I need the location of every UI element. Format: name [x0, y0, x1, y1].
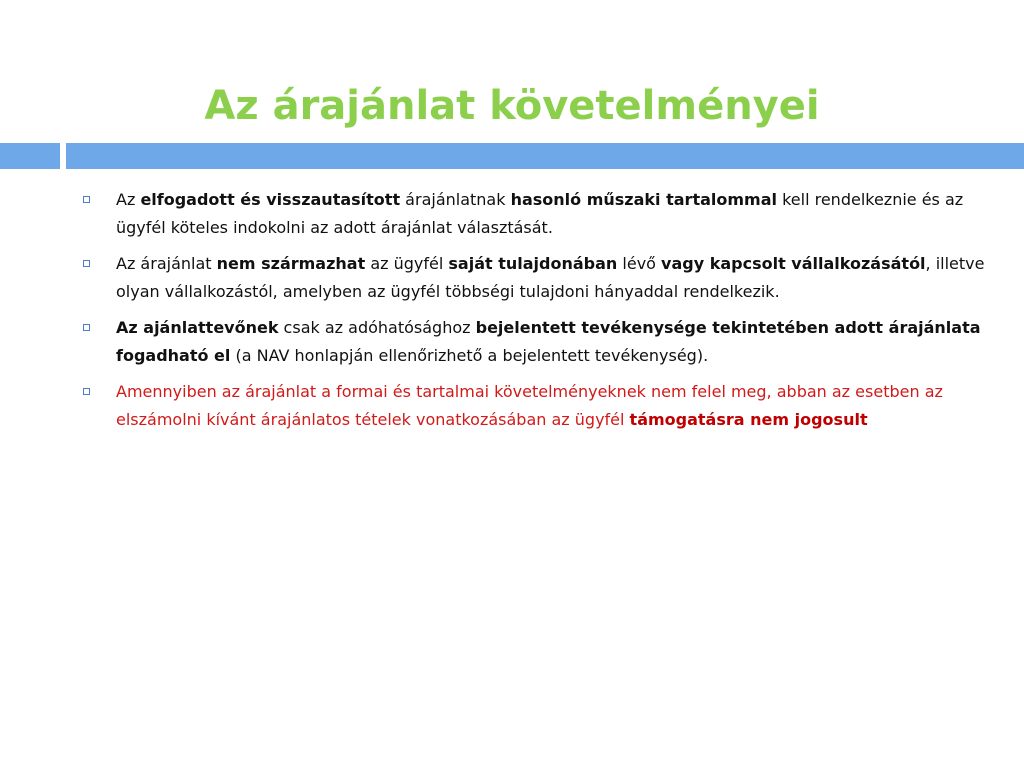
bullet-2-run-5: lévő [617, 254, 662, 273]
square-bullet-icon [83, 324, 90, 331]
square-bullet-icon [83, 388, 90, 395]
bullet-4-run-2: támogatásra nem jogosult [629, 410, 868, 429]
bullet-2-run-1: Az árajánlat [116, 254, 217, 273]
slide-title: Az árajánlat követelményei [204, 83, 820, 129]
bullet-3-run-2: csak az adóhatósághoz [278, 318, 476, 337]
bullet-item-2 [80, 250, 985, 306]
bullet-item-3 [80, 314, 985, 370]
bullet-2-run-2: nem származhat [216, 254, 366, 273]
bullet-2-run-7: , illetve olyan vállalkozástól, amelyben az ügyfél többségi tulajdoni hányaddal rendelkezik. [116, 254, 985, 301]
bullet-1-run-5: kell rendelkeznie és az ügyfél köteles indokolni az adott árajánlat választását. [116, 190, 964, 237]
bullet-item-4 [80, 378, 985, 434]
bullet-2-run-3: az ügyfél [365, 254, 449, 273]
bullet-list [80, 186, 985, 442]
header-accent-bar-right [66, 143, 1024, 169]
bullet-2-run-4: saját tulajdonában [448, 254, 618, 273]
bullet-1-run-2: elfogadott és visszautasított [140, 190, 401, 209]
bullet-1-run-4: hasonló műszaki tartalommal [510, 190, 777, 209]
bullet-3-run-1: Az ajánlattevőnek [116, 318, 279, 337]
bullet-2-run-6: vagy kapcsolt vállalkozásától [661, 254, 926, 273]
bullet-1-run-3: árajánlatnak [400, 190, 511, 209]
bullet-3-run-4: (a NAV honlapján ellenőrizhető a bejelentett tevékenység). [230, 346, 709, 365]
square-bullet-icon [83, 260, 90, 267]
bullet-item-1 [80, 186, 985, 242]
square-bullet-icon [83, 196, 90, 203]
header-accent-bar-left [0, 143, 60, 169]
bullet-3-run-3: bejelentett tevékenysége tekintetében adott árajánlata fogadható el [116, 318, 981, 365]
bullet-1-run-1: Az [116, 190, 141, 209]
bullet-4-run-1: Amennyiben az árajánlat a formai és tartalmai követelményeknek nem felel meg, abban az esetben az elszámolni kívánt árajánlatos tételek vonatkozásában az ügyfél [116, 382, 943, 429]
